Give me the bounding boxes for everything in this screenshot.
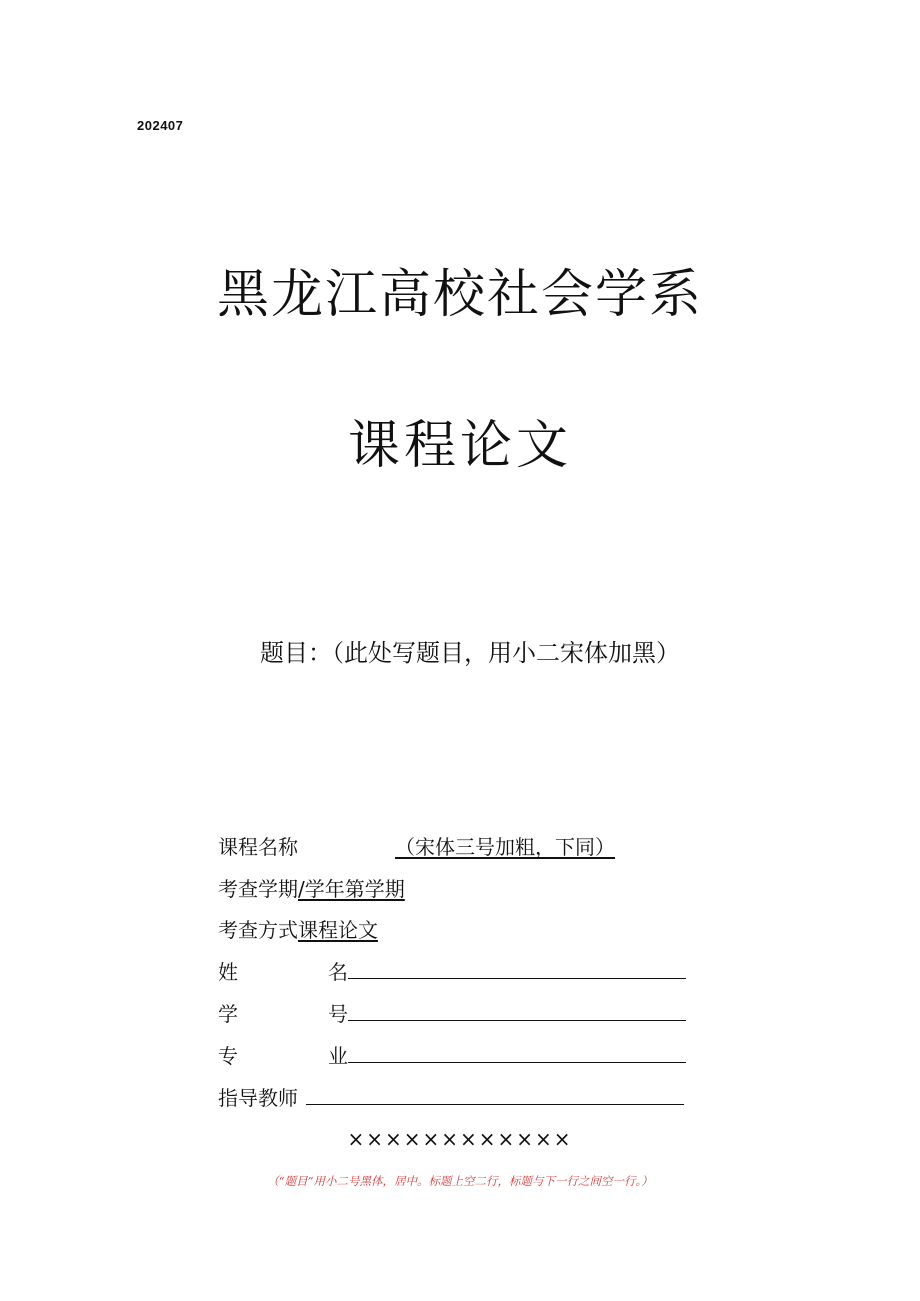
document-type-title: 课程论文 <box>347 416 572 476</box>
course-name-row <box>218 831 615 860</box>
term-row <box>218 873 405 902</box>
formatting-note: （“题目”用小二号黑体，居中。标题上空二行，标题与下一行之间空一行。） <box>267 1174 653 1188</box>
student-id-label-char1: 学 <box>218 1002 238 1026</box>
major-label-char1: 专 <box>218 1044 238 1068</box>
student-id-field[interactable] <box>348 1000 686 1021</box>
student-name-label-char2: 名 <box>328 960 348 984</box>
topic-line: 题目：（此处写题目，用小二宋体加黑） <box>260 639 680 667</box>
student-name-label-char1: 姓 <box>218 960 238 984</box>
method-row <box>218 914 378 943</box>
school-placeholder: ×××××××××××× <box>347 1127 573 1151</box>
student-name-field[interactable] <box>348 958 686 979</box>
method-value: 课程论文 <box>298 918 378 942</box>
advisor-field[interactable] <box>306 1084 684 1105</box>
student-id-label-char2: 号 <box>328 1002 348 1026</box>
major-field[interactable] <box>348 1042 686 1063</box>
advisor-row <box>218 1082 684 1111</box>
university-title: 黑龙江高校社会学系 <box>216 265 703 325</box>
major-row <box>218 1040 686 1069</box>
student-name-row <box>218 956 686 985</box>
student-name-label <box>218 956 348 985</box>
major-label-char2: 业 <box>328 1044 348 1068</box>
student-id-row <box>218 998 686 1027</box>
document-code: 202407 <box>137 118 184 133</box>
method-label: 考查方式 <box>218 918 298 942</box>
term-label: 考查学期 <box>218 877 298 901</box>
major-label <box>218 1040 348 1069</box>
course-name-value: （宋体三号加粗，下同） <box>395 835 615 859</box>
course-name-label: 课程名称 <box>218 835 298 859</box>
advisor-label: 指导教师 <box>218 1086 298 1110</box>
term-value: /学年第学期 <box>298 877 405 901</box>
student-id-label <box>218 998 348 1027</box>
